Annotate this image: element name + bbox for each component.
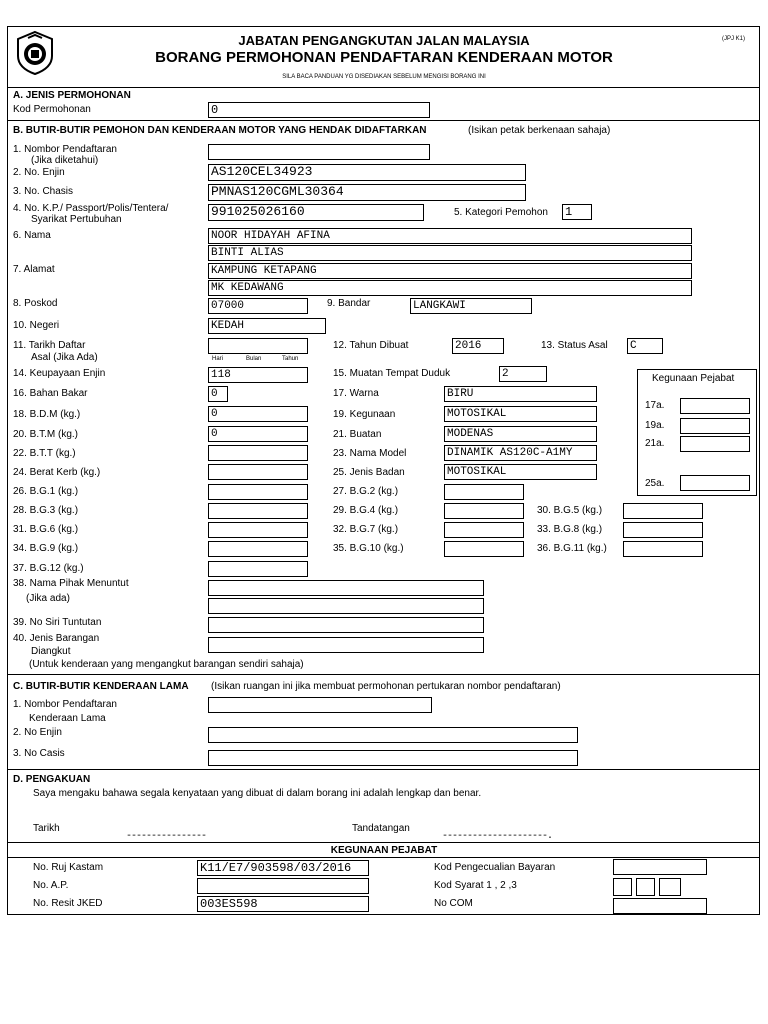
f2-label: 2. No. Enjin (13, 167, 65, 178)
bg4-input[interactable] (444, 503, 524, 519)
kod-permohonan-input[interactable]: 0 (208, 102, 430, 118)
negeri-input[interactable]: KEDAH (208, 318, 326, 334)
tarikh-label: Tarikh (33, 823, 60, 834)
f17-label: 17. Warna (333, 388, 379, 399)
berat-kerb-input[interactable] (208, 464, 308, 480)
kod-pengecualian-label: Kod Pengecualian Bayaran (434, 862, 556, 873)
f40-sub: Diangkut (31, 646, 71, 657)
f29-label: 29. B.G.4 (kg.) (333, 505, 399, 516)
office-21a-input[interactable] (680, 436, 750, 452)
old-registration-input[interactable] (208, 697, 432, 713)
f26-label: 26. B.G.1 (kg.) (13, 486, 79, 497)
poskod-input[interactable]: 07000 (208, 298, 308, 314)
nombor-pendaftaran-input[interactable] (208, 144, 430, 160)
f11-label: 11. Tarikh Daftar (13, 340, 86, 351)
divider (7, 87, 760, 88)
f30-label: 30. B.G.5 (kg.) (537, 505, 603, 516)
f31-label: 31. B.G.6 (kg.) (13, 524, 79, 535)
f32-label: 32. B.G.7 (kg.) (333, 524, 399, 535)
f28-label: 28. B.G.3 (kg.) (13, 505, 79, 516)
f5-label: 5. Kategori Pemohon (454, 207, 548, 218)
f13-label: 13. Status Asal (541, 340, 608, 351)
f25-label: 25. Jenis Badan (333, 467, 405, 478)
f27-label: 27. B.G.2 (kg.) (333, 486, 399, 497)
f19-label: 19. Kegunaan (333, 409, 396, 420)
c2-label: 2. No Enjin (13, 727, 62, 738)
ap-input[interactable] (197, 878, 369, 894)
bahan-bakar-input[interactable]: 0 (208, 386, 228, 402)
hari-label: Hari (212, 356, 224, 362)
kod-syarat-2[interactable] (636, 878, 655, 896)
no-kp-input[interactable]: 991025026160 (208, 204, 424, 221)
f22-label: 22. B.T.T (kg.) (13, 448, 76, 459)
kod-permohonan-label: Kod Permohonan (13, 104, 91, 115)
divider (7, 842, 760, 843)
section-d-heading: D. PENGAKUAN (13, 774, 91, 785)
f24-label: 24. Berat Kerb (kg.) (13, 467, 101, 478)
divider (7, 857, 760, 858)
f18-label: 18. B.D.M (kg.) (13, 409, 81, 420)
f40-note: (Untuk kenderaan yang mengangkut barangan sendiri sahaja) (29, 659, 304, 670)
bg5-input[interactable] (623, 503, 703, 519)
divider (7, 769, 760, 770)
keupayaan-enjin-input[interactable]: 118 (208, 367, 308, 383)
old-engine-input[interactable] (208, 727, 578, 743)
bg3-input[interactable] (208, 503, 308, 519)
f36-label: 36. B.G.11 (kg.) (537, 543, 607, 554)
kod-syarat-label: Kod Syarat 1 , 2 ,3 (434, 880, 517, 891)
f10-label: 10. Negeri (13, 320, 60, 331)
tahun-label: Tahun (282, 356, 299, 362)
agency-name: JABATAN PENGANGKUTAN JALAN MALAYSIA (238, 33, 530, 48)
office-21a-label: 21a. (645, 438, 665, 449)
bg1-input[interactable] (208, 484, 308, 500)
bg6-input[interactable] (208, 522, 308, 538)
no-siri-tuntutan-input[interactable] (208, 617, 484, 633)
f4-label: 4. No. K.P./ Passport/Polis/Tentera/ (13, 203, 169, 214)
section-c-note: (Isikan ruangan ini jika membuat permohonan pertukaran nombor pendaftaran) (211, 681, 561, 692)
bulan-label: Bulan (246, 356, 262, 362)
nama-pihak-menuntut-input-1[interactable] (208, 580, 484, 596)
office-use-heading: KEGUNAAN PEJABAT (330, 845, 438, 856)
no-com-input[interactable] (613, 898, 707, 914)
c1-sub: Kenderaan Lama (29, 713, 106, 724)
bg2-input[interactable] (444, 484, 524, 500)
f23-label: 23. Nama Model (333, 448, 407, 459)
kod-pengecualian-input[interactable] (613, 859, 707, 875)
f15-label: 15. Muatan Tempat Duduk (333, 368, 451, 379)
no-enjin-input[interactable]: AS120CEL34923 (208, 164, 526, 181)
declaration-statement: Saya mengaku bahawa segala kenyataan yang dibuat di dalam borang ini adalah lengkap dan benar. (33, 788, 482, 799)
section-c-heading: C. BUTIR-BUTIR KENDERAAN LAMA (13, 681, 189, 692)
old-chassis-input[interactable] (208, 750, 578, 766)
f9-label: 9. Bandar (327, 298, 371, 309)
jenis-badan-input[interactable]: MOTOSIKAL (444, 464, 597, 480)
buatan-input[interactable]: MODENAS (444, 426, 597, 442)
tahun-dibuat-input[interactable]: 2016 (452, 338, 504, 354)
alamat-input-1[interactable]: KAMPUNG KETAPANG (208, 263, 692, 279)
office-25a-input[interactable] (680, 475, 750, 491)
bg11-input[interactable] (623, 541, 703, 557)
f33-label: 33. B.G.8 (kg.) (537, 524, 603, 535)
office-19a-input[interactable] (680, 418, 750, 434)
f38-label: 38. Nama Pihak Menuntut (13, 578, 129, 589)
resit-label: No. Resit JKED (33, 898, 103, 909)
f7-label: 7. Alamat (13, 264, 55, 275)
f38-sub: (Jika ada) (26, 593, 70, 604)
f3-label: 3. No. Chasis (13, 186, 74, 197)
f6-label: 6. Nama (13, 230, 51, 241)
no-chasis-input[interactable]: PMNAS120CGML30364 (208, 184, 526, 201)
f35-label: 35. B.G.10 (kg.) (333, 543, 404, 554)
section-b-heading: B. BUTIR-BUTIR PEMOHON DAN KENDERAAN MOTOR YANG HENDAK DIDAFTARKAN (13, 125, 427, 136)
nama-pihak-menuntut-input-2[interactable] (208, 598, 484, 614)
warna-input[interactable]: BIRU (444, 386, 597, 402)
office-17a-label: 17a. (645, 400, 665, 411)
status-asal-input[interactable]: C (627, 338, 663, 354)
c3-label: 3. No Casis (13, 748, 65, 759)
f16-label: 16. Bahan Bakar (13, 388, 88, 399)
section-a-heading: A. JENIS PERMOHONAN (13, 90, 131, 101)
tandatangan-line[interactable]: ---------------------. (442, 831, 553, 842)
f12-label: 12. Tahun Dibuat (333, 340, 409, 351)
office-panel-title: Kegunaan Pejabat (652, 373, 735, 384)
f40-label: 40. Jenis Barangan (13, 633, 100, 644)
bg9-input[interactable] (208, 541, 308, 557)
f37-label: 37. B.G.12 (kg.) (13, 563, 84, 574)
f11-sub: Asal (Jika Ada) (31, 352, 98, 363)
alamat-input-2[interactable]: MK KEDAWANG (208, 280, 692, 296)
nama-input-2[interactable]: BINTI ALIAS (208, 245, 692, 261)
f14-label: 14. Keupayaan Enjin (13, 368, 106, 379)
bg10-input[interactable] (444, 541, 524, 557)
bg7-input[interactable] (444, 522, 524, 538)
bg12-input[interactable] (208, 561, 308, 577)
tarikh-line[interactable]: ---------------- (126, 831, 207, 842)
form-code: (JPJ K1) (722, 36, 746, 42)
section-b-note: (Isikan petak berkenaan sahaja) (468, 125, 611, 136)
bg8-input[interactable] (623, 522, 703, 538)
btt-input[interactable] (208, 445, 308, 461)
f21-label: 21. Buatan (333, 429, 382, 440)
office-25a-label: 25a. (645, 478, 665, 489)
f1-sub: (Jika diketahui) (31, 155, 99, 166)
f39-label: 39. No Siri Tuntutan (13, 617, 102, 628)
tandatangan-label: Tandatangan (352, 823, 410, 834)
no-com-label: No COM (434, 898, 473, 909)
form-title: BORANG PERMOHONAN PENDAFTARAN KENDERAAN MOTOR (155, 49, 613, 66)
f34-label: 34. B.G.9 (kg.) (13, 543, 79, 554)
office-19a-label: 19a. (645, 420, 665, 431)
muatan-tempat-duduk-input[interactable]: 2 (499, 366, 547, 382)
ap-label: No. A.P. (33, 880, 69, 891)
kategori-pemohon-input[interactable]: 1 (562, 204, 592, 220)
f1-label: 1. Nombor Pendaftaran (13, 144, 117, 155)
resit-input[interactable]: 003ES598 (197, 896, 369, 912)
jenis-barangan-input[interactable] (208, 637, 484, 653)
f4-sub: Syarikat Pertubuhan (31, 214, 122, 225)
ruj-kastam-input[interactable]: K11/E7/903598/03/2016 (197, 860, 369, 876)
form-instruction: SILA BACA PANDUAN YG DISEDIAKAN SEBELUM MENGISI BORANG INI (282, 74, 486, 80)
bdm-input[interactable]: 0 (208, 406, 308, 422)
divider (7, 674, 760, 675)
f20-label: 20. B.T.M (kg.) (13, 429, 79, 440)
divider (7, 120, 760, 121)
f8-label: 8. Poskod (13, 298, 58, 309)
btm-input[interactable]: 0 (208, 426, 308, 442)
c1-label: 1. Nombor Pendaftaran (13, 699, 117, 710)
kegunaan-input[interactable]: MOTOSIKAL (444, 406, 597, 422)
office-17a-input[interactable] (680, 398, 750, 414)
nama-model-input[interactable]: DINAMIK AS120C-A1MY (444, 445, 597, 461)
kod-syarat-1[interactable] (613, 878, 632, 896)
tarikh-daftar-input[interactable] (208, 338, 308, 354)
kod-syarat-3[interactable] (659, 878, 681, 896)
bandar-input[interactable]: LANGKAWI (410, 298, 532, 314)
nama-input-1[interactable]: NOOR HIDAYAH AFINA (208, 228, 692, 244)
ruj-kastam-label: No. Ruj Kastam (33, 862, 104, 873)
